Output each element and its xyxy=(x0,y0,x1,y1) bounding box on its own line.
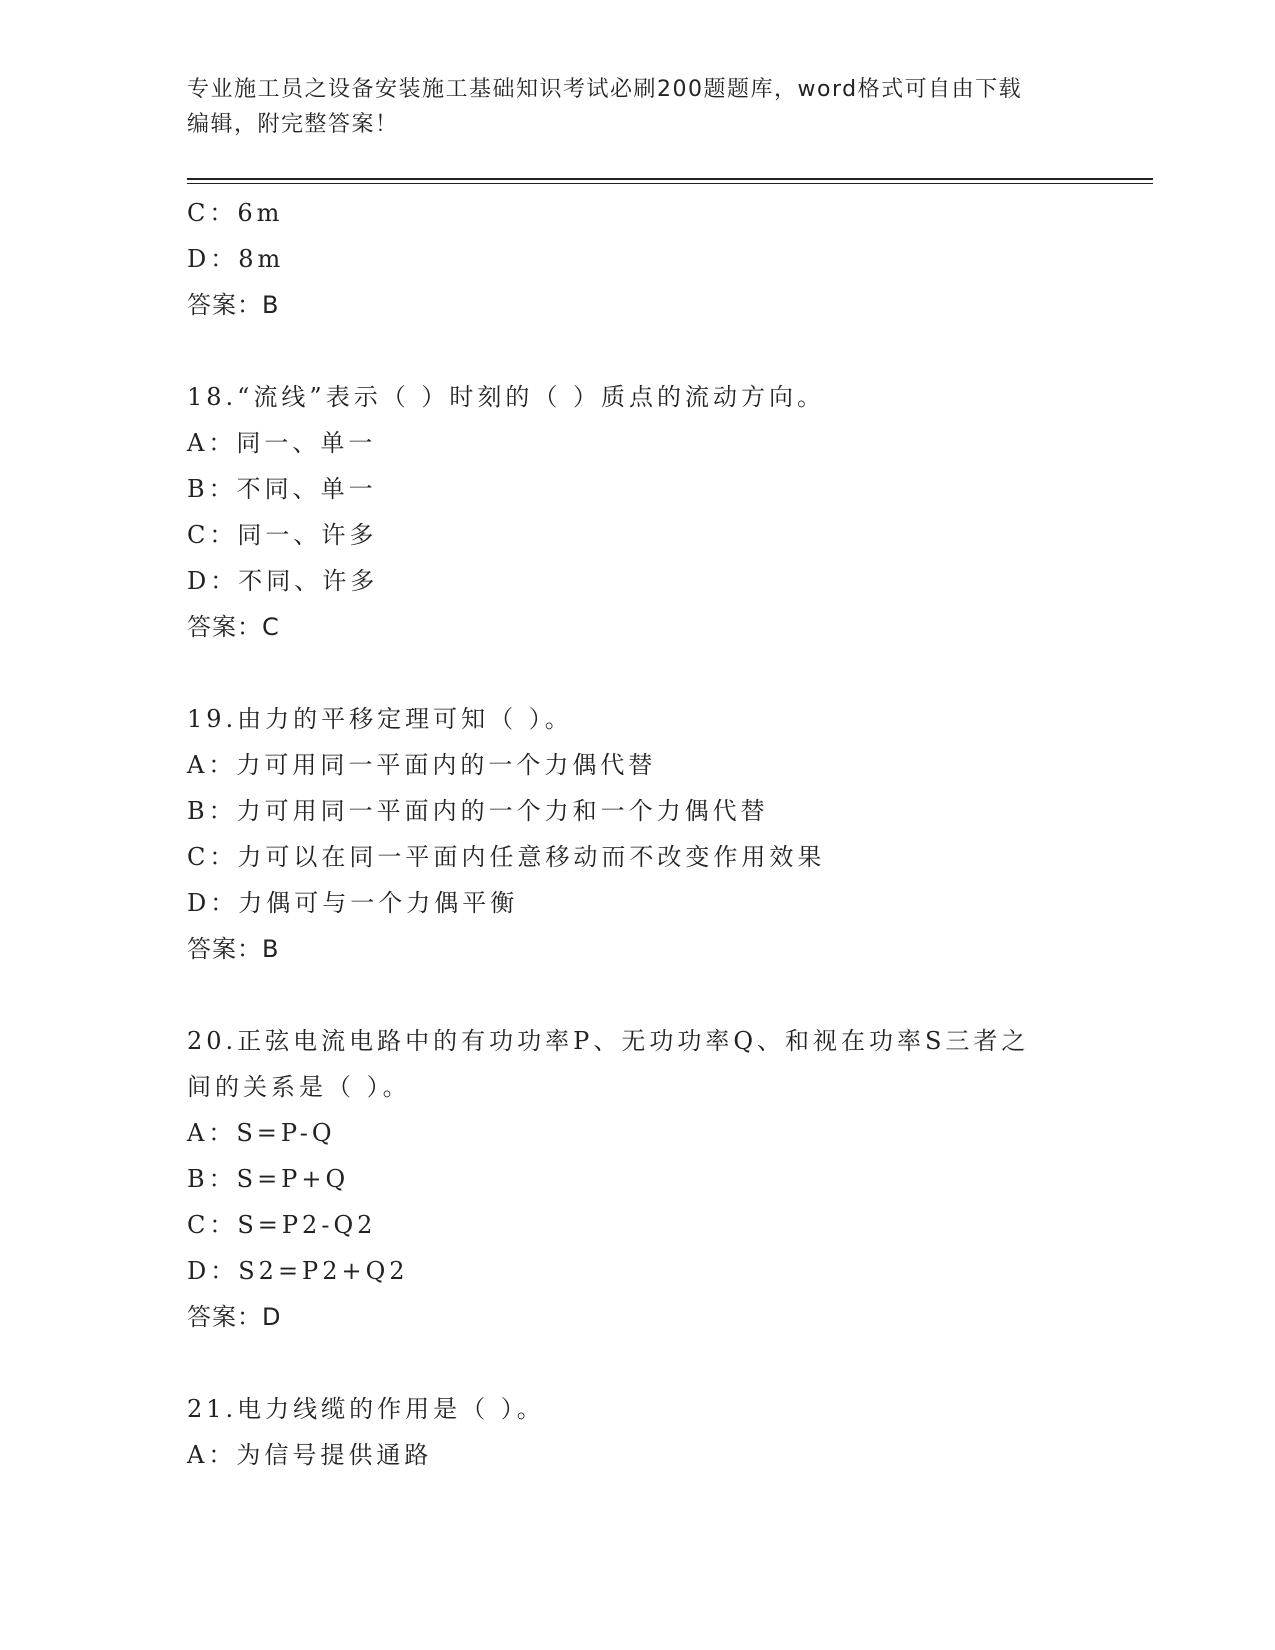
question-18 xyxy=(187,374,1087,650)
question-21 xyxy=(187,1386,1087,1478)
spacer xyxy=(187,972,1087,1018)
question-19 xyxy=(187,696,1087,972)
option-a: A：同一、单一 xyxy=(187,429,377,457)
option-b: B：力可用同一平面内的一个力和一个力偶代替 xyxy=(187,797,769,825)
spacer xyxy=(187,328,1087,374)
option-d: D：不同、许多 xyxy=(187,567,379,595)
header-divider-thin xyxy=(187,183,1153,184)
question-list xyxy=(187,190,1087,1478)
question-text: 21.电力线缆的作用是（ ）。 xyxy=(187,1395,545,1423)
question-20 xyxy=(187,1018,1087,1340)
question-text-line-1: 20.正弦电流电路中的有功功率P、无功功率Q、和视在功率S三者之 xyxy=(187,1027,1030,1055)
header-title-line-1: 专业施工员之设备安装施工基础知识考试必刷200题题库，word格式可自由下载 xyxy=(187,77,1023,102)
option-a: A：S=P-Q xyxy=(187,1119,336,1147)
option-d: D：8m xyxy=(187,245,285,273)
document-header xyxy=(187,72,1067,142)
question-text: 18.“流线”表示（ ）时刻的（ ）质点的流动方向。 xyxy=(187,383,825,411)
option-a: A：为信号提供通路 xyxy=(187,1441,433,1469)
header-title-line-2: 编辑，附完整答案！ xyxy=(187,112,399,137)
option-a: A：力可用同一平面内的一个力偶代替 xyxy=(187,751,657,779)
question-text-line-2: 间的关系是（ ）。 xyxy=(187,1073,411,1101)
option-c: C：6m xyxy=(187,199,284,227)
option-c: C：S=P2-Q2 xyxy=(187,1211,377,1239)
option-b: B：不同、单一 xyxy=(187,475,377,503)
question-17-fragment xyxy=(187,190,1087,328)
answer-line: 答案：D xyxy=(187,1303,282,1331)
option-c: C：力可以在同一平面内任意移动而不改变作用效果 xyxy=(187,843,826,871)
option-b: B：S=P+Q xyxy=(187,1165,350,1193)
option-c: C：同一、许多 xyxy=(187,521,378,549)
question-text: 19.由力的平移定理可知（ ）。 xyxy=(187,705,573,733)
answer-line: 答案：B xyxy=(187,291,280,319)
answer-line: 答案：B xyxy=(187,935,280,963)
header-divider-thick xyxy=(187,178,1153,180)
answer-line: 答案：C xyxy=(187,613,280,641)
option-d: D：S2=P2+Q2 xyxy=(187,1257,409,1285)
option-d: D：力偶可与一个力偶平衡 xyxy=(187,889,519,917)
spacer xyxy=(187,650,1087,696)
spacer xyxy=(187,1340,1087,1386)
